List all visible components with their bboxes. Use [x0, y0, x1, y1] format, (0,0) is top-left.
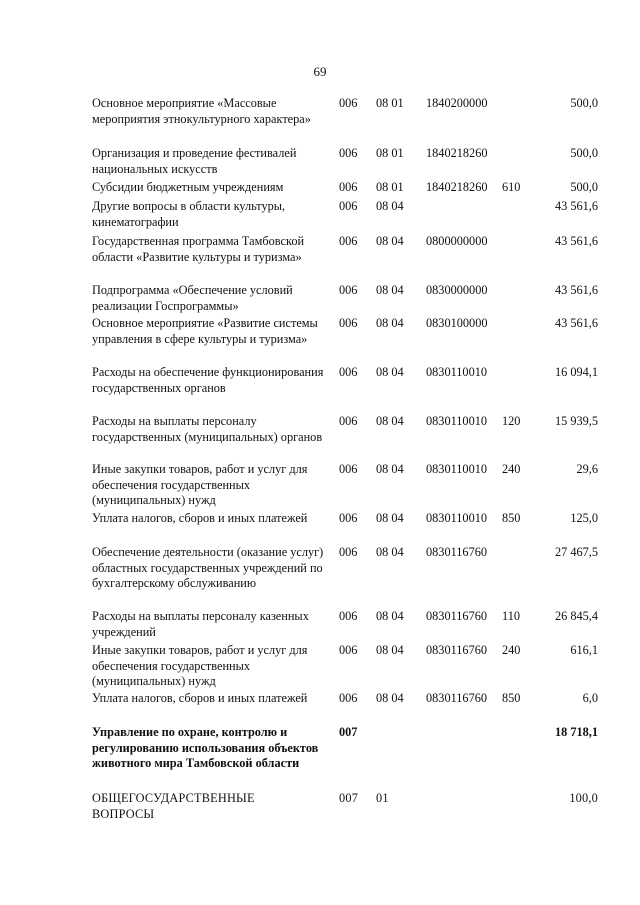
- row-section: 08 04: [376, 414, 404, 428]
- row-section: 08 04: [376, 365, 404, 379]
- row-ved: 006: [339, 691, 358, 705]
- row-name: Управление по охране, контролю и регулированию использования объектов животного мира Тамбовской области: [92, 725, 319, 770]
- row-amount: 16 094,1: [554, 365, 598, 379]
- row-target-article: 0800000000: [426, 234, 488, 248]
- row-amount: 500,0: [570, 146, 598, 160]
- row-target-article: 1840218260: [426, 180, 488, 194]
- row-expense-type: 850: [502, 511, 521, 525]
- row-amount: 15 939,5: [554, 414, 598, 428]
- row-amount: 100,0: [569, 791, 598, 805]
- row-amount: 18 718,1: [554, 725, 598, 739]
- row-target-article: 1840200000: [426, 96, 488, 110]
- row-ved: 006: [339, 643, 358, 657]
- row-amount: 500,0: [570, 96, 598, 110]
- row-target-article: 0830110010: [426, 365, 488, 379]
- row-ved: 006: [339, 316, 358, 330]
- row-name: Расходы на обеспечение функционирования государственных органов: [92, 365, 324, 395]
- row-section: 08 04: [376, 511, 404, 525]
- row-section: 01: [376, 791, 389, 805]
- row-section: 08 04: [376, 545, 404, 559]
- row-amount: 26 845,4: [554, 609, 598, 623]
- row-amount: 616,1: [570, 643, 598, 657]
- row-section: 08 04: [376, 283, 404, 297]
- row-expense-type: 240: [502, 643, 521, 657]
- row-ved: 006: [339, 96, 358, 110]
- row-name: Подпрограмма «Обеспечение условий реализации Госпрограммы»: [92, 283, 293, 313]
- row-amount: 27 467,5: [554, 545, 598, 559]
- row-section: 08 01: [376, 180, 404, 194]
- row-target-article: 0830000000: [426, 283, 488, 297]
- row-target-article: 0830110010: [426, 462, 488, 476]
- row-section: 08 04: [376, 462, 404, 476]
- row-name: Расходы на выплаты персоналу казенных учреждений: [92, 609, 309, 639]
- row-amount: 43 561,6: [554, 234, 598, 248]
- row-name: Расходы на выплаты персоналу государственных (муниципальных) органов: [92, 414, 323, 444]
- row-expense-type: 240: [502, 462, 521, 476]
- row-ved: 006: [339, 545, 358, 559]
- row-ved: 006: [339, 234, 358, 248]
- row-amount: 43 561,6: [554, 283, 598, 297]
- row-section: 08 04: [376, 316, 404, 330]
- row-section: 08 04: [376, 199, 404, 213]
- row-amount: 43 561,6: [554, 316, 598, 330]
- row-section: 08 04: [376, 643, 404, 657]
- row-ved: 006: [339, 180, 358, 194]
- row-name: Уплата налогов, сборов и иных платежей: [92, 691, 308, 705]
- row-target-article: 0830100000: [426, 316, 488, 330]
- row-name: Субсидии бюджетным учреждениям: [92, 180, 284, 194]
- row-ved: 007: [339, 725, 358, 739]
- row-name: Иные закупки товаров, работ и услуг для обеспечения государственных (муниципальных) нужд: [92, 643, 308, 688]
- row-section: 08 04: [376, 691, 404, 705]
- row-expense-type: 120: [502, 414, 521, 428]
- row-target-article: 0830116760: [426, 545, 488, 559]
- row-section: 08 04: [376, 234, 404, 248]
- row-name: ОБЩЕГОСУДАРСТВЕННЫЕ ВОПРОСЫ: [92, 791, 255, 821]
- row-ved: 006: [339, 462, 358, 476]
- row-amount: 500,0: [570, 180, 598, 194]
- row-ved: 006: [339, 199, 358, 213]
- row-name: Основное мероприятие «Массовые мероприятия этнокультурного характера»: [92, 96, 311, 126]
- row-name: Государственная программа Тамбовской области «Развитие культуры и туризма»: [92, 234, 305, 264]
- row-target-article: 0830110010: [426, 414, 488, 428]
- row-target-article: 1840218260: [426, 146, 488, 160]
- row-expense-type: 110: [502, 609, 520, 623]
- row-name: Уплата налогов, сборов и иных платежей: [92, 511, 308, 525]
- row-ved: 006: [339, 511, 358, 525]
- row-ved: 006: [339, 365, 358, 379]
- row-amount: 43 561,6: [554, 199, 598, 213]
- row-name: Организация и проведение фестивалей национальных искусств: [92, 146, 297, 176]
- row-amount: 125,0: [570, 511, 598, 525]
- row-ved: 006: [339, 609, 358, 623]
- row-target-article: 0830116760: [426, 643, 488, 657]
- row-ved: 006: [339, 414, 358, 428]
- row-amount: 6,0: [582, 691, 598, 705]
- row-name: Другие вопросы в области культуры, кинематографии: [92, 199, 286, 229]
- row-ved: 006: [339, 146, 358, 160]
- row-target-article: 0830116760: [426, 609, 488, 623]
- row-amount: 29,6: [576, 462, 598, 476]
- row-name: Основное мероприятие «Развитие системы управления в сфере культуры и туризма»: [92, 316, 318, 346]
- row-section: 08 01: [376, 96, 404, 110]
- row-expense-type: 850: [502, 691, 521, 705]
- row-ved: 006: [339, 283, 358, 297]
- row-name: Обеспечение деятельности (оказание услуг) областных государственных учреждений по бухгалтерскому обслуживанию: [92, 545, 324, 590]
- row-expense-type: 610: [502, 180, 521, 194]
- row-section: 08 01: [376, 146, 404, 160]
- row-target-article: 0830116760: [426, 691, 488, 705]
- row-name: Иные закупки товаров, работ и услуг для обеспечения государственных (муниципальных) нужд: [92, 462, 308, 507]
- row-section: 08 04: [376, 609, 404, 623]
- row-target-article: 0830110010: [426, 511, 488, 525]
- page-number: 69: [313, 64, 327, 79]
- row-ved: 007: [339, 791, 359, 805]
